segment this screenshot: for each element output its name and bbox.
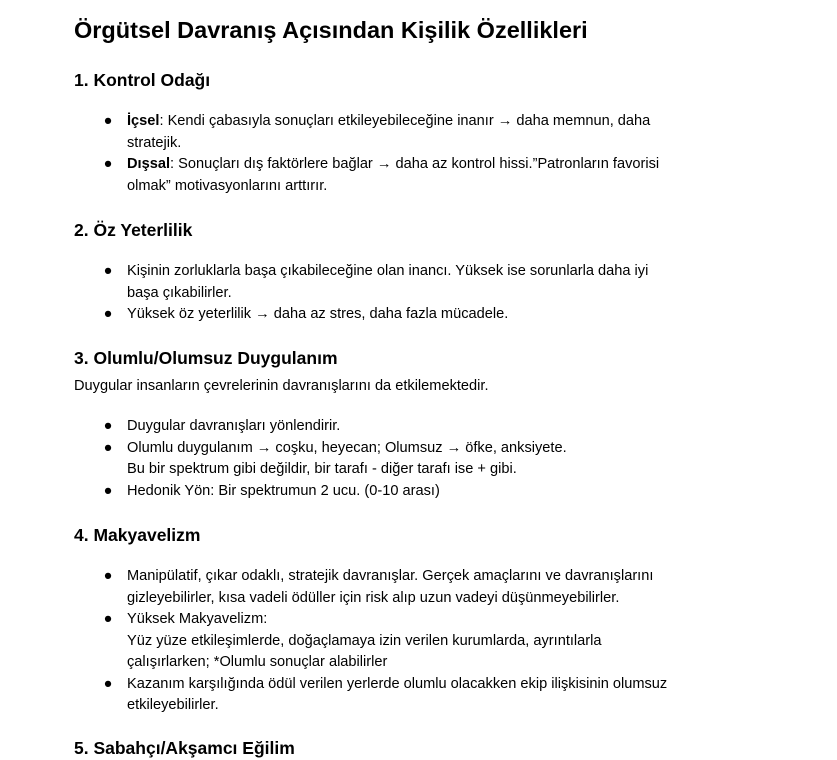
section-5-heading: 5. Sabahçı/Akşamcı Eğilim [74,738,295,758]
list-item [74,154,744,197]
list-item [74,566,744,609]
bullet-icon: ● [103,418,113,434]
bullet-icon: ● [103,675,113,692]
item-text: Kazanım karşılığında ödül verilen yerlerde olumlu olacakken ekip ilişkisinin olumsuz [127,675,668,692]
item-text: Kişinin zorluklarla başa çıkabileceğine olan inancı. Yüksek ise sorunlarla daha iyi [127,263,649,279]
bullet-icon: ● [103,156,113,172]
item-text: : Sonuçları dış faktörlere bağlar → daha az kontrol hissi.”Patronların favorisi [170,156,660,172]
document-title: Örgütsel Davranış Açısından Kişilik Özellikleri [74,17,588,43]
section-2-heading: 2. Öz Yeterlilik [74,220,193,240]
item-text: : Kendi çabasıyla sonuçları etkileyebileceğine inanır → daha memnun, daha [159,113,651,129]
term-label: İçsel [127,113,160,129]
item-text: başa çıkabilirler. [127,284,232,301]
list-item [74,416,744,438]
list-item [74,481,744,503]
item-text: Duygular davranışları yönlendirir. [127,418,341,434]
list-item [74,304,744,326]
list-item [74,111,744,154]
section-4-list [74,566,744,717]
item-text: Bu bir spektrum gibi değildir, bir tarafı - diğer tarafı ise + gibi. [127,461,517,477]
item-text: Yüksek öz yeterlilik → daha az stres, daha fazla mücadele. [127,306,509,322]
bullet-icon: ● [103,263,113,279]
section-4-heading: 4. Makyavelizm [74,525,201,545]
section-2-list [74,261,744,326]
bullet-icon: ● [103,482,113,499]
section-1-list [74,111,744,197]
item-text: Yüz yüze etkileşimlerde, doğaçlamaya izin verilen kurumlarda, ayrıntılarla [127,632,602,649]
item-text: etkileyebilirler. [127,697,219,713]
item-text: Hedonik Yön: Bir spektrumun 2 ucu. (0-10 arası) [127,482,440,499]
section-3-list [74,416,744,502]
bullet-icon: ● [103,611,113,627]
item-text: stratejik. [127,134,182,151]
list-item [74,261,744,304]
item-text: çalışırlarken; *Olumlu sonuçlar alabilirler [127,654,388,670]
term-label: Dışsal [127,156,170,172]
section-3-heading: 3. Olumlu/Olumsuz Duygulanım [74,348,338,368]
section-3-intro: Duygular insanların çevrelerinin davranışlarını da etkilemektedir. [74,378,489,394]
bullet-icon: ● [103,439,113,456]
item-text: Olumlu duygulanım → coşku, heyecan; Olumsuz → öfke, anksiyete. [127,439,567,456]
bullet-icon: ● [103,113,113,129]
list-item [74,438,744,481]
bullet-icon: ● [103,306,113,322]
section-1-heading: 1. Kontrol Odağı [74,70,211,90]
bullet-icon: ● [103,568,113,584]
list-item [74,609,744,674]
item-text: Yüksek Makyavelizm: [127,611,268,627]
item-text: gizleyebilirler, kısa vadeli ödüller için risk alıp uzun vadeyi düşünmeyebilirler. [127,589,620,606]
item-text: olmak” motivasyonlarını arttırır. [127,177,328,194]
list-item [74,674,744,717]
item-text: Manipülatif, çıkar odaklı, stratejik davranışlar. Gerçek amaçlarını ve davranışlarını [127,568,654,584]
